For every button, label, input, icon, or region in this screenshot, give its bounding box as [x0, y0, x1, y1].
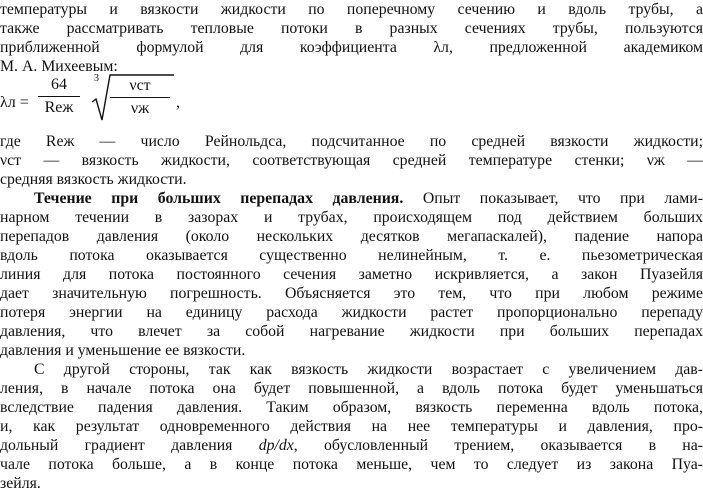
section-heading: Течение при больших перепадах давления.	[34, 190, 404, 207]
root-numerator: νст	[129, 77, 151, 94]
text-line: средняя вязкость жидкости.	[0, 171, 187, 188]
text-run: дольный градиент давления	[0, 437, 259, 454]
text-line: температуры и вязкости жидкости по поперечному сечению и вдоль трубы, а	[0, 1, 703, 18]
text-line: чале потока больше, а в конце потока меньше, чем то следует из закона Пуа-	[0, 456, 703, 473]
formula-comma: ,	[176, 94, 180, 111]
fraction-bar	[110, 97, 170, 98]
text-line: давления и уменьшение ее вязкости.	[0, 342, 246, 359]
text-line: где Reж — число Рейнольдса, подсчитанное по средней вязкости жидкости;	[0, 133, 703, 150]
formula-fraction	[38, 76, 80, 117]
root-fraction	[110, 77, 170, 118]
root-index: 3	[94, 73, 99, 84]
mikheev-formula	[0, 70, 240, 130]
pressure-gradient-expr: dp/dx	[258, 437, 294, 454]
formula-denominator: Reж	[44, 99, 74, 116]
formula-numerator: 64	[51, 76, 67, 93]
text-line	[34, 189, 703, 209]
text-line: М. А. Михеевым:	[0, 58, 118, 75]
text-line: и, как результат одновременного действия на нее температуры и давления, про-	[0, 418, 703, 435]
text-line: линия для потока постоянного сечения заметно искривляется, а закон Пуазейля	[0, 266, 703, 283]
root-denominator: νж	[130, 100, 150, 117]
fraction-bar	[38, 96, 80, 97]
text-line: νст — вязкость жидкости, соответствующая средней температуре стенки; νж —	[0, 152, 703, 169]
text-line: вследствие падения давления. Таким образом, вязкость переменна вдоль потока,	[0, 399, 703, 416]
text-line: перепадов давления (около нескольких десятков мегапаскалей), падение напора	[0, 228, 703, 245]
formula-lhs: λл =	[0, 94, 29, 111]
text-run: , обусловленный трением, оказывается в на-	[293, 437, 703, 454]
text-line	[0, 436, 703, 456]
text-line: приближенной формулой для коэффициента λл, предложенной академиком	[0, 39, 703, 56]
text-line: потеря энергии на единицу расхода жидкости растет пропорционально перепаду	[0, 304, 703, 321]
text-run: Опыт показывает, что при лами-	[403, 190, 703, 207]
text-line: ления, в начале потока она будет повышенной, а вдоль потока будет уменьшаться	[0, 380, 703, 397]
text-line: дает значительную погрешность. Объясняется это тем, что при любом режиме	[0, 285, 703, 302]
text-line: давления, что влечет за собой нагревание жидкости при больших перепадах	[0, 323, 703, 340]
text-line: С другой стороны, так как вязкость жидкости возрастает с увеличением дав-	[34, 361, 703, 378]
text-line: вдоль потока оказывается существенно нелинейным, т. е. пьезометрическая	[0, 247, 703, 264]
text-line: зейля.	[0, 475, 41, 492]
text-line: нарном течении в зазорах и трубах, происходящем под действием больших	[0, 209, 703, 226]
text-line: также рассматривать тепловые потоки в разных сечениях трубы, пользуются	[0, 20, 703, 37]
